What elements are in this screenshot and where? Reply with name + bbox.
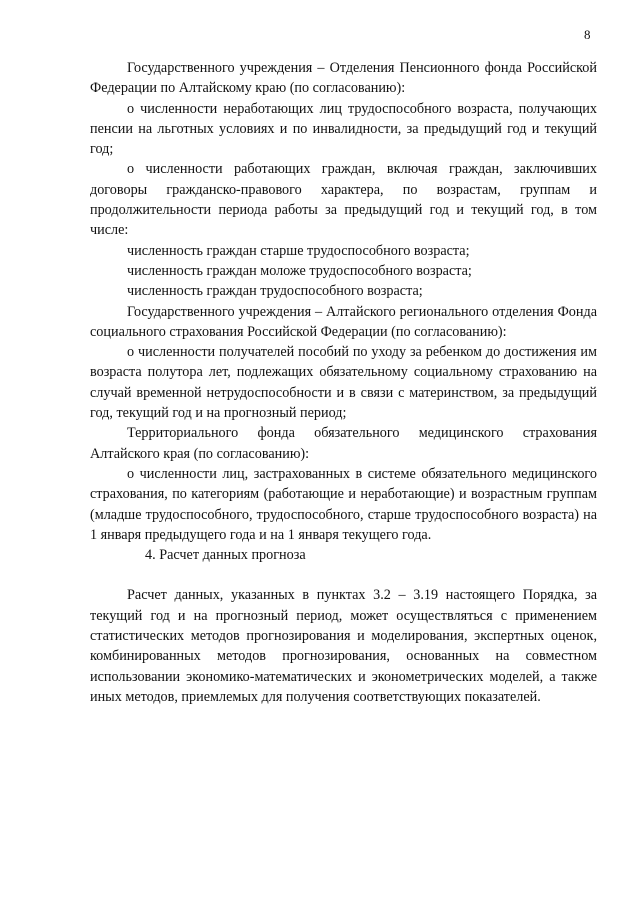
paragraph: Государственного учреждения – Алтайского регионального отделения Фонда социального страхования Российской Федерации (по согласованию): [90,303,597,340]
paragraph: Государственного учреждения – Отделения Пенсионного фонда Российской Федерации по Алтайскому краю (по согласованию): [90,60,597,97]
paragraph: о численности лиц, застрахованных в системе обязательного медицинского страхования, по категориям (работающие и неработающие) и возрастным группам (младше трудоспособного, трудоспособного, старше трудоспособного возраста) на 1 января предыдущего года и на 1 января текущего года. [90,465,597,543]
page-number: 8 [584,27,591,42]
list-item: численность граждан моложе трудоспособного возраста; [127,262,472,279]
section-heading: 4. Расчет данных прогноза [145,547,306,564]
list-item: численность граждан старше трудоспособного возраста; [127,242,470,259]
document-body [90,58,597,707]
paragraph: о численности получателей пособий по уходу за ребенком до достижения им возраста полутора лет, подлежащих обязательному социальному страхованию на случай временной нетрудоспособности и в связи с материнством, за предыдущий год, текущий год и на прогнозный период; [90,344,597,422]
paragraph: Территориального фонда обязательного медицинского страхования Алтайского края (по согласованию): [90,425,597,462]
paragraph: о численности работающих граждан, включая граждан, заключивших договоры гражданско-правового характера, по возрастам, группам и продолжительности периода работы за предыдущий год и текущий год, в том числе: [90,161,597,239]
list-item: численность граждан трудоспособного возраста; [127,283,423,300]
paragraph: о численности неработающих лиц трудоспособного возраста, получающих пенсии на льготных условиях и по инвалидности, за предыдущий год и текущий год; [90,100,597,158]
spacer [90,565,597,585]
paragraph: Расчет данных, указанных в пунктах 3.2 – 3.19 настоящего Порядка, за текущий год и на прогнозный период, может осуществляться с применением статистических методов прогнозирования и моделирования, экспертных оценок, комбинированных методов прогнозирования, основанных на совместном использовании экономико-математических и эконометрических моделей, а также иных методов, приемлемых для получения соответствующих показателей. [90,587,597,705]
